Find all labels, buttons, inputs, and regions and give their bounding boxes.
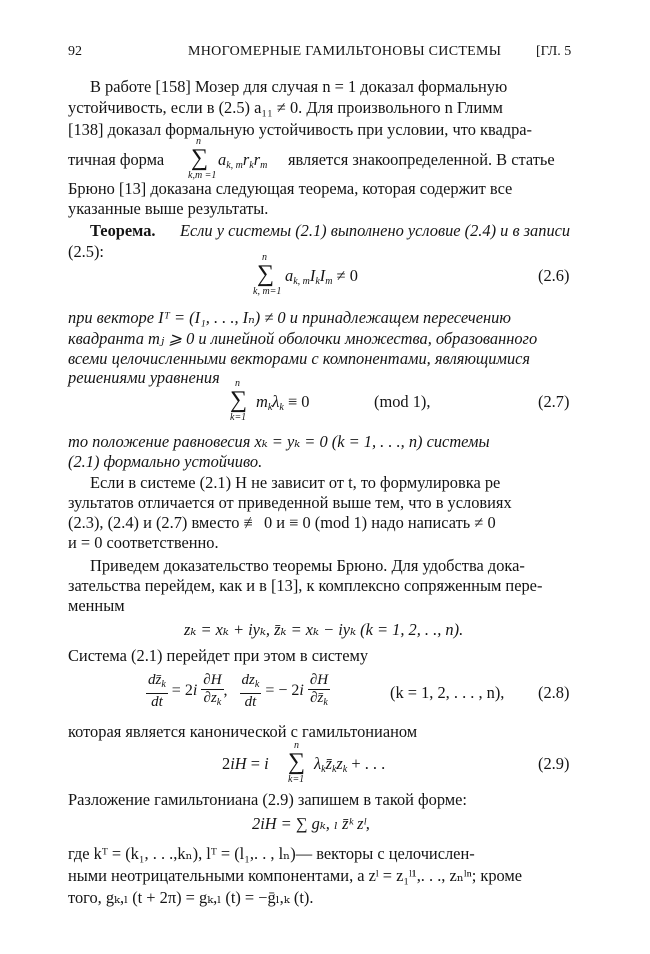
eq-2-8-range: (k = 1, 2, . . . , n), bbox=[390, 683, 505, 702]
eq-2-6-tag: (2.6) bbox=[538, 266, 570, 285]
p1-line5: Брюно [13] доказана следующая теорема, которая содержит все bbox=[68, 179, 513, 198]
page-number: 92 bbox=[68, 44, 82, 59]
theorem-line2: (2.5): bbox=[68, 242, 104, 261]
p3-line6: Разложение гамильтониана (2.9) запишем в такой форме: bbox=[68, 790, 467, 809]
eq-2-7-mod: (mod 1), bbox=[374, 392, 431, 411]
p3-line7: где kᵀ = (k₁, . . .,kₙ), lᵀ = (l₁,. . , lₙ)— векторы с целочислен- bbox=[68, 844, 475, 863]
theorem-concl1: то положение равновесия xₖ = yₖ = 0 (k = 1, . . ., n) системы bbox=[68, 432, 490, 451]
p1-line3: [138] доказал формальную устойчивость при условии, что квадра- bbox=[68, 120, 533, 139]
eq-complex-vars: zₖ = xₖ + iyₖ, z̄ₖ = xₖ − iyₖ (k = 1, 2, . ., n). bbox=[184, 620, 464, 639]
p3-line8: ными неотрицательными компонентами, а zˡ = z₁ˡ¹,. . ., zₙˡⁿ; кроме bbox=[68, 866, 523, 885]
running-title: МНОГОМЕРНЫЕ ГАМИЛЬТОНОВЫ СИСТЕМЫ bbox=[188, 44, 502, 59]
theorem-concl2: (2.1) формально устойчиво. bbox=[68, 452, 263, 471]
theorem-cont3: всеми целочисленными векторами с компонентами, являющимися bbox=[68, 349, 531, 368]
p2-line1: Если в системе (2.1) H не зависит от t, то формулировка ре bbox=[90, 473, 501, 492]
p3-line9: того, gₖ,ₗ (t + 2π) = gₖ,ₗ (t) = −ḡₗ,ₖ (t). bbox=[68, 888, 314, 907]
p3-line5: которая является канонической с гамильтонианом bbox=[68, 722, 418, 741]
eq-2-8-tag: (2.8) bbox=[538, 683, 570, 702]
p1-line4-pre: тичная форма bbox=[68, 150, 165, 169]
theorem-cont1: при векторе Iᵀ = (I₁, . . ., Iₙ) ≠ 0 и принадлежащем пересечению bbox=[68, 308, 511, 327]
p1-line2: устойчивость, если в (2.5) a₁₁ ≠ 0. Для произвольного n Глимм bbox=[68, 98, 503, 117]
p2-line2: зультатов отличается от приведенной выше тем, что в условиях bbox=[68, 493, 512, 512]
chapter-marker: [ГЛ. 5 bbox=[536, 44, 572, 59]
p3-line4: Система (2.1) перейдет при этом в систему bbox=[68, 646, 369, 665]
eq-2-7-tag: (2.7) bbox=[538, 392, 570, 411]
equation-2-8: $\frac{dz̄_k}{dt}$ = 2i $\frac{\partial H}{\partial z_k}$ , $\frac{dz_k}{dt}$ = − 2i $\frac{\partial H}{\partial z̄_k}$ bbox=[148, 672, 329, 710]
eq-expansion: 2iH = ∑ gₖ, ₗ z̄ᵏ zˡ, bbox=[252, 814, 370, 833]
theorem-cont4: решениями уравнения bbox=[68, 368, 220, 387]
p3-line2: зательства перейдем, как и в [13], к комплексно сопряженным пере- bbox=[68, 576, 543, 595]
p3-line1: Приведем доказательство теоремы Брюно. Для удобства дока- bbox=[90, 556, 525, 575]
inline-form-a: a bbox=[218, 150, 227, 169]
p1-line6: указанные выше результаты. bbox=[68, 199, 269, 218]
p1-line1: В работе [158] Мозер для случая n = 1 доказал формальную bbox=[90, 77, 508, 96]
p2-line4: и = 0 соответственно. bbox=[68, 533, 219, 552]
p1-line4-post: является знакоопределенной. В статье bbox=[288, 150, 555, 169]
eq-2-9-tag: (2.9) bbox=[538, 754, 570, 773]
p2-line3: (2.3), (2.4) и (2.7) вместо ≢ 0 и ≡ 0 (mod 1) надо написать ≠ 0 bbox=[68, 513, 496, 532]
theorem-line1: Если у системы (2.1) выполнено условие (2.4) и в записи bbox=[180, 221, 571, 240]
theorem-cont2: квадранта mⱼ ⩾ 0 и линейной оболочки множества, образованного bbox=[68, 329, 538, 348]
book-page: 92 МНОГОМЕРНЫЕ ГАМИЛЬТОНОВЫ СИСТЕМЫ [ГЛ. 5 В работе [158] Мозер для случая n = 1 доказал формальную устойчивость, если в (2.5) a₁₁ ≠ 0. Для произвольного n Глимм [138] доказал формальную устойчивость при условии, что квадра- тичная форма n ∑ k,m =1 $a_{k, m}r_kr_m$ является знакоопределенной. В статье Брюно [13] доказана следующая теорема, которая содержит все указанные выше результаты. Теорема. Если у системы (2.1) выполнено условие (2.4) и в записи (2.5): n ∑ k, m=1 $a_{k, m}I_kI_m \ne 0$ (2.6) при векторе Iᵀ = (I₁, . . ., Iₙ) ≠ 0 и принадлежащем пересечению квадранта mⱼ ⩾ 0 и линейной оболочки множества, образованного всеми целочисленными векторами с компонентами, являющимися решениями уравнения n ∑ k=1 $m_k\lambda_k \equiv 0$ (mod 1), (2.7) то положение равновесия xₖ = yₖ = 0 (k = 1, . . ., n) системы (2.1) формально устойчиво. Если в системе (2.1) H не зависит от t, то формулировка ре зультатов отличается от приведенной выше тем, что в условиях (2.3), (2.4) и (2.7) вместо ≢ 0 и ≡ 0 (mod 1) надо написать ≠ 0 и = 0 соответственно. Приведем доказательство теоремы Брюно. Для удобства дока- зательства перейдем, как и в [13], к комплексно сопряженным пере- менным zₖ = xₖ + iyₖ, z̄ₖ = xₖ − iyₖ (k = 1, 2, . ., n). Система (2.1) перейдет при этом в систему $\frac{dz̄_k}{dt}$ = 2i $\frac{\partial H}{\partial z_k}$ , $\frac{dz_k}{dt}$ = − 2i $\frac{\partial H}{\partial z̄_k}$ (k = 1, 2, . . . , n), (2.8) которая является канонической с гамильтонианом 2iH = i n ∑ k=1 $\lambda_kz̄_kz_k$ + . . . (2.9) Разложение гамильтониана (2.9) запишем в такой форме: 2iH = ∑ gₖ, ₗ z̄ᵏ zˡ, где kᵀ = (k₁, . . .,kₙ), lᵀ = (l₁,. . , lₙ)— векторы с целочислен- ными неотрицательными компонентами, а zˡ = z₁ˡ¹,. . ., zₙˡⁿ; кроме того, gₖ,ₗ (t + 2π) = gₖ,ₗ (t) = −ḡₗ,ₖ (t). bbox=[68, 44, 572, 907]
theorem-label: Теорема. bbox=[90, 221, 156, 240]
p3-line3: менным bbox=[68, 596, 125, 615]
